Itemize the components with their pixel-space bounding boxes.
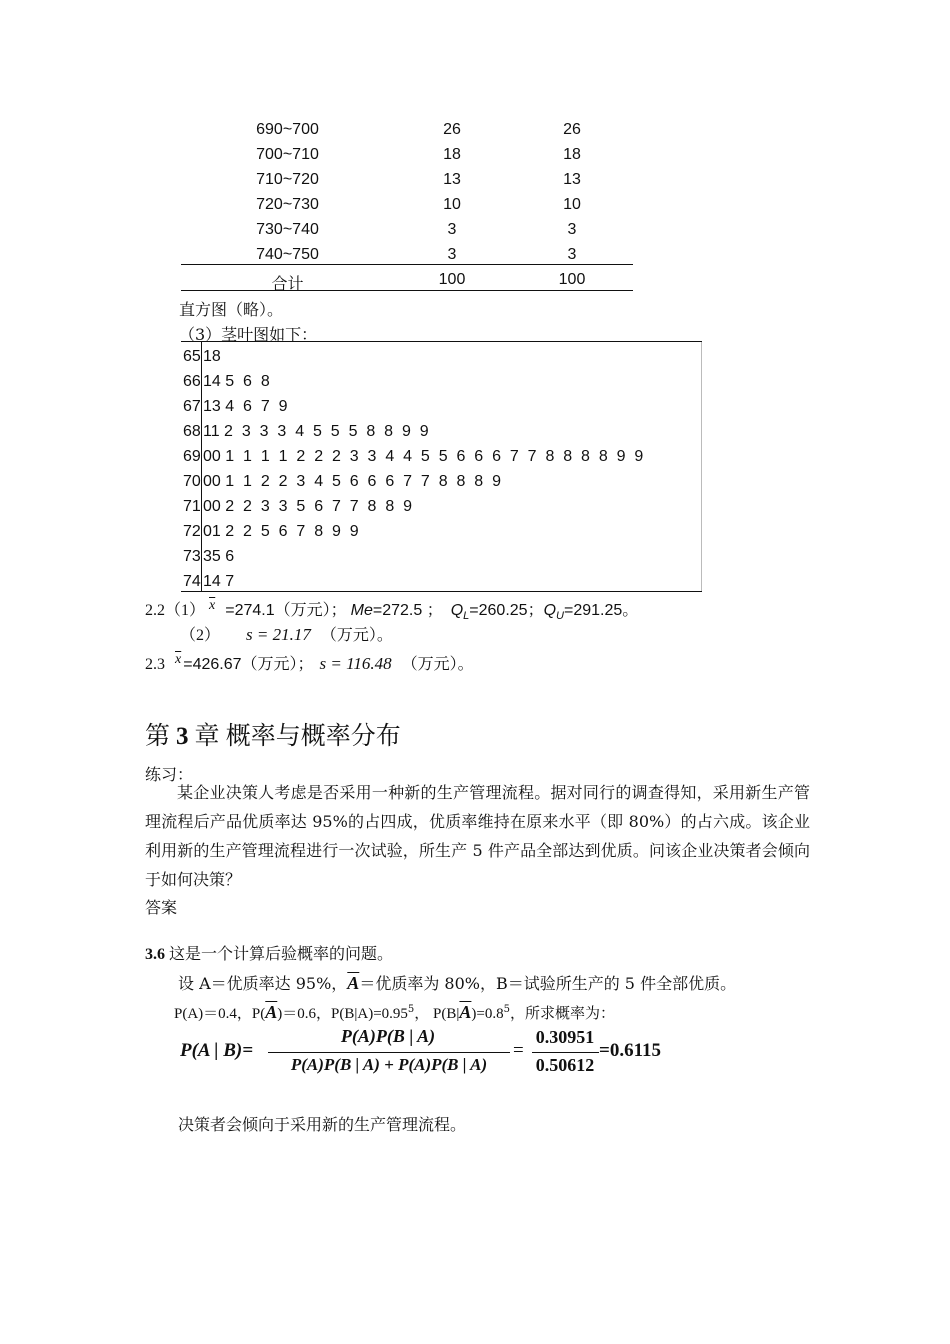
- table-cell-value: 26: [443, 121, 461, 138]
- leaf-values: 14 7: [203, 573, 235, 590]
- problem-text: 某企业决策人考虑是否采用一种新的生产管理流程。据对同行的调查得知，采用新生产管理流程后产品优质率达 95%的占四成，优质率维持在原来水平（即 80%）的占六成。该企业利用新的生产管理流程进行一次试验，所生产 5 件产品全部达到优质。问该企业决策者会倾向于如何决策？: [145, 783, 810, 889]
- solution-line2: [174, 1002, 615, 1023]
- q23-mean: =426.67（万元）；: [183, 656, 314, 673]
- q22-label: 2.2（1）: [145, 602, 206, 619]
- table-cell-value: 18: [563, 146, 581, 163]
- formula-lhs: P(A | B)=: [180, 1040, 254, 1061]
- a-bar-symbol-2: $\overline{A}$: [265, 1002, 278, 1022]
- stem-value: 69: [183, 448, 201, 465]
- q22-ql-sub: L: [463, 610, 470, 622]
- table-cell-range: 730~740: [256, 221, 319, 238]
- exponent-2: 5: [503, 1004, 511, 1015]
- chapter-heading: [145, 716, 401, 752]
- table-rule-bottom: [181, 290, 633, 291]
- stem-leaf-row: [183, 548, 234, 566]
- chapter-prefix: 第: [145, 723, 171, 750]
- table-cell-range: 690~700: [256, 121, 319, 138]
- fraction2-denominator: 0.50612: [535, 1055, 595, 1075]
- prob-tail: )=0.8: [471, 1006, 504, 1022]
- histogram-note: 直方图（略）。: [179, 300, 284, 319]
- stem-leaf-row: [183, 373, 270, 391]
- solution-intro: [145, 941, 393, 964]
- formula-equals: =: [513, 1040, 524, 1061]
- leaf-values: 00 2 2 3 3 5 6 7 7 8 8 9: [203, 498, 413, 515]
- xbar-symbol: $\overline{x}$: [209, 598, 216, 613]
- answer-2-2-line1: [145, 597, 638, 622]
- table-cell-value: 3: [447, 221, 457, 238]
- stem-leaf-row: [183, 523, 359, 541]
- table-cell-value: 13: [443, 171, 461, 188]
- q22-median: =272.5 ；: [372, 602, 443, 619]
- formula-result: =0.6115: [599, 1040, 662, 1061]
- table-total-value: 100: [438, 271, 466, 288]
- stem-value: 67: [183, 398, 201, 415]
- q23-label: 2.3: [145, 656, 165, 673]
- table-cell-value: 26: [563, 121, 581, 138]
- xbar-symbol-2: $\overline{x}$: [175, 652, 182, 667]
- stem-leaf-title: （3）茎叶图如下：: [179, 325, 318, 344]
- table-cell-range: 740~750: [256, 246, 319, 263]
- stem-leaf-row: [183, 448, 643, 466]
- stem-leaf-row: [183, 398, 288, 416]
- table-cell-value: 3: [567, 246, 577, 263]
- leaf-values: 18: [203, 348, 221, 365]
- q23-std-unit: （万元）。: [401, 656, 474, 673]
- q22-mean: =274.1（万元）；: [225, 602, 347, 619]
- solution-line1: [178, 971, 736, 994]
- solution-def-b: ＝优质率为 80%，B＝试验所生产的 5 件全部优质。: [359, 974, 737, 993]
- q23-std: s = 116.48: [319, 654, 392, 673]
- stem-leaf-row: [183, 423, 429, 441]
- leaf-values: 14 5 6 8: [203, 373, 270, 390]
- q22-ql: =260.25；: [469, 602, 544, 619]
- formula-numerator: P(A)P(B | A): [340, 1026, 436, 1046]
- stem-value: 72: [183, 523, 201, 540]
- a-bar-symbol: $\overline{A}$: [347, 973, 360, 993]
- table-cell-value: 3: [567, 221, 577, 238]
- q22-qu-sub: U: [556, 610, 564, 622]
- stem-value: 70: [183, 473, 201, 490]
- stem-leaf-bottom-rule: [181, 591, 702, 592]
- leaf-values: 00 1 1 1 1 2 2 2 3 3 4 4 5 5 6 6 6 7 7 8 8 8 8 9 9: [203, 448, 644, 465]
- prob-end: ，所求概率为：: [510, 1004, 616, 1022]
- formula-fraction-bar: [268, 1052, 510, 1053]
- table-total-label: 合计: [271, 276, 304, 293]
- stem-leaf-right-border: [701, 342, 702, 591]
- leaf-values: 11 2 3 3 3 4 5 5 5 8 8 9 9: [203, 423, 429, 440]
- stem-leaf-top-rule: [181, 341, 702, 342]
- table-cell-value: 18: [443, 146, 461, 163]
- stem-leaf-row: [183, 348, 221, 366]
- fraction2-numerator: 0.30951: [535, 1027, 595, 1047]
- prob-a: P(A)＝0.4，P(: [174, 1006, 266, 1022]
- exponent-1: 5: [407, 1004, 415, 1015]
- chapter-title: 章 概率与概率分布: [194, 723, 401, 750]
- solution-conclusion: 决策者会倾向于采用新的生产管理流程。: [178, 1115, 467, 1134]
- table-total-value: 100: [558, 271, 586, 288]
- stem-value: 74: [183, 573, 201, 590]
- q22-std: s = 21.17: [246, 625, 311, 644]
- solution-def-a: 设 A＝优质率达 95%，: [178, 974, 348, 993]
- leaf-values: 01 2 2 5 6 7 8 9 9: [203, 523, 359, 540]
- q22-std-unit: （万元）。: [320, 627, 393, 644]
- q22-qu-symbol: Q: [543, 602, 557, 619]
- stem-value: 68: [183, 423, 201, 440]
- solution-intro-text: 这是一个计算后验概率的问题。: [169, 944, 394, 963]
- table-cell-range: 720~730: [256, 196, 319, 213]
- table-cell-value: 13: [563, 171, 581, 188]
- table-cell-range: 710~720: [256, 171, 319, 188]
- q22-part2: （2）: [180, 627, 221, 644]
- table-cell-value: 10: [443, 196, 461, 213]
- leaf-values: 13 4 6 7 9: [203, 398, 288, 415]
- q22-median-symbol: Me: [350, 602, 373, 619]
- prob-b-abar: ， P(B|: [414, 1006, 460, 1022]
- stem-leaf-row: [183, 498, 412, 516]
- table-rule-mid: [181, 264, 633, 265]
- prob-mid: )＝0.6，P(B|A)=0.95: [277, 1006, 408, 1022]
- stem-value: 66: [183, 373, 201, 390]
- q22-qu: =291.25。: [563, 602, 639, 619]
- answer-label: 答案: [145, 898, 178, 917]
- exercise-label: 练习：: [145, 765, 194, 784]
- leaf-values: 00 1 1 2 2 3 4 5 6 6 6 7 7 8 8 8 9: [203, 473, 501, 490]
- stem-value: 65: [183, 348, 201, 365]
- answer-2-2-line2: [180, 622, 393, 645]
- answer-2-3: [145, 651, 474, 674]
- chapter-number: 3: [176, 723, 189, 750]
- a-bar-symbol-3: $\overline{A}$: [459, 1002, 472, 1022]
- stem-value: 73: [183, 548, 201, 565]
- stem-leaf-row: [183, 573, 234, 591]
- fraction2-bar: [532, 1052, 599, 1053]
- stem-value: 71: [183, 498, 201, 515]
- q22-ql-symbol: Q: [450, 602, 464, 619]
- leaf-values: 35 6: [203, 548, 235, 565]
- table-cell-value: 10: [563, 196, 581, 213]
- stem-leaf-row: [183, 473, 501, 491]
- formula-denominator: P(A)P(B | A) + P(A)P(B | A): [290, 1055, 488, 1074]
- table-cell-value: 3: [447, 246, 457, 263]
- solution-number: 3.6: [145, 946, 165, 963]
- table-cell-range: 700~710: [256, 146, 319, 163]
